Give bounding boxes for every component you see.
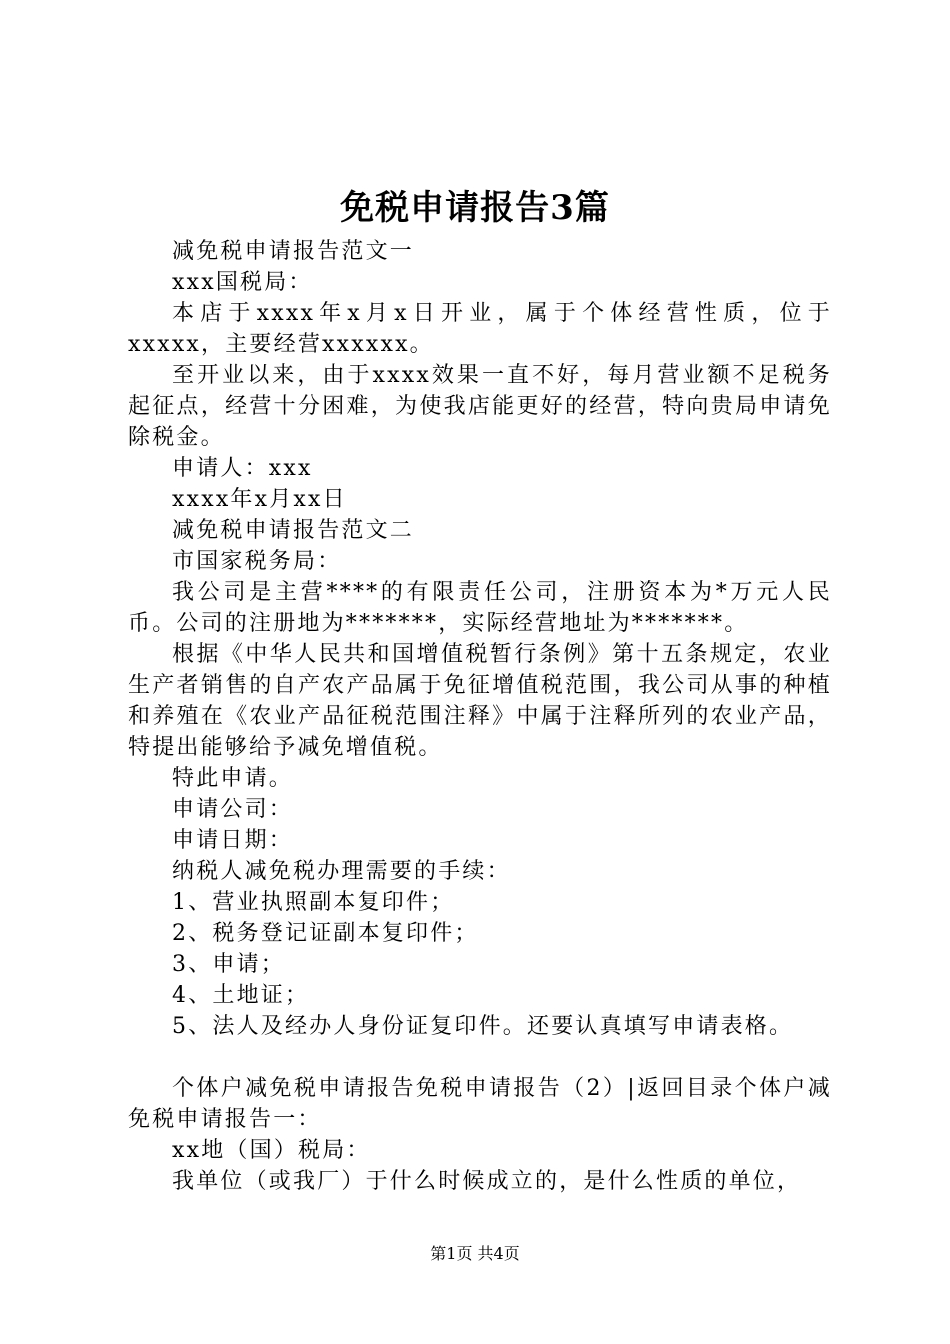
closing-line: 特此申请。 <box>172 766 294 791</box>
list-item: 4、土地证； <box>172 983 310 1008</box>
section-heading-1: 减免税申请报告范文一 <box>172 239 415 264</box>
list-item: 2、税务登记证副本复印件； <box>172 921 479 946</box>
list-item: 3、申请； <box>172 952 285 977</box>
section-heading-2: 减免税申请报告范文二 <box>172 518 415 543</box>
document-title: 免税申请报告3篇 <box>340 188 610 228</box>
list-item: 1、营业执照副本复印件； <box>172 890 455 915</box>
paragraph: 我单位（或我厂）于什么时候成立的，是什么性质的单位， <box>172 1169 802 1194</box>
paragraph: 本店于xxxx年x月x日开业，属于个体经营性质，位于xxxxx，主要经营xxxxxx。 <box>128 301 832 357</box>
document-body <box>128 236 832 1197</box>
date-line: xxxx年x月xx日 <box>172 487 347 512</box>
salutation-3: xx地（国）税局： <box>172 1138 371 1163</box>
section-heading-3: 个体户减免税申请报告免税申请报告（2）|返回目录个体户减免税申请报告一： <box>128 1076 832 1132</box>
list-item: 5、法人及经办人身份证复印件。还要认真填写申请表格。 <box>172 1014 794 1039</box>
page-footer: 第1页 共4页 <box>430 1244 520 1263</box>
paragraph: 根据《中华人民共和国增值税暂行条例》第十五条规定，农业生产者销售的自产农产品属于免征增值税范围，我公司从事的种植和养殖在《农业产品征税范围注释》中属于注释所列的农业产品，特提出能够给予减免增值税。 <box>128 642 832 760</box>
salutation-2: 市国家税务局： <box>172 549 342 574</box>
paragraph: 我公司是主营****的有限责任公司，注册资本为*万元人民币。公司的注册地为*******，实际经营地址为*******。 <box>128 580 832 636</box>
applicant-line: 申请人：xxx <box>172 456 313 481</box>
salutation-1: xxx国税局： <box>172 270 313 295</box>
procedures-heading: 纳税人减免税办理需要的手续： <box>172 859 511 884</box>
company-line: 申请公司： <box>172 797 294 822</box>
paragraph: 至开业以来，由于xxxx效果一直不好，每月营业额不足税务起征点，经营十分困难，为使我店能更好的经营，特向贵局申请免除税金。 <box>128 363 832 450</box>
application-date-line: 申请日期： <box>172 828 294 853</box>
